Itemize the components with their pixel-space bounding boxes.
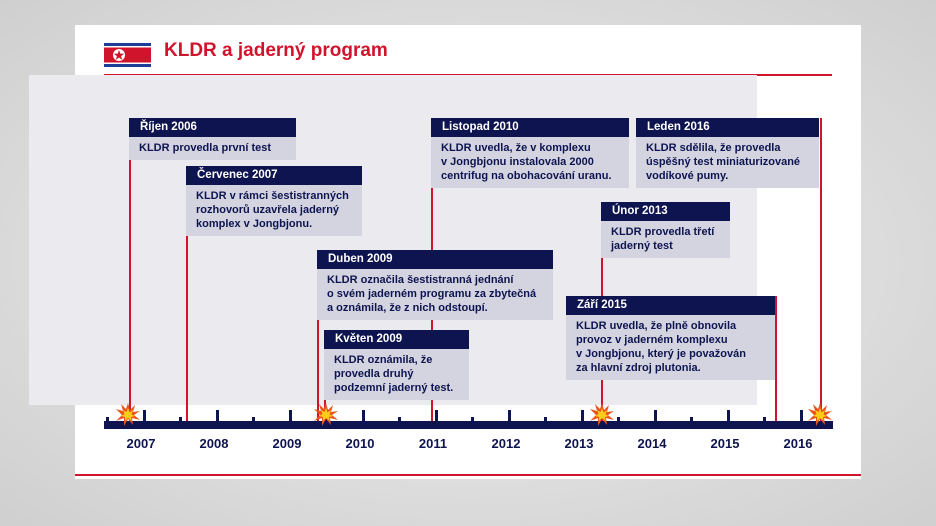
event-sep-2015 bbox=[566, 296, 775, 380]
event-date: Únor 2013 bbox=[601, 202, 730, 221]
event-apr-2009 bbox=[317, 250, 553, 320]
timeline-axis bbox=[104, 421, 833, 429]
event-date: Září 2015 bbox=[566, 296, 775, 315]
year-tick bbox=[727, 410, 730, 422]
year-label: 2015 bbox=[710, 436, 740, 451]
explosion-icon bbox=[314, 403, 338, 427]
explosion-icon bbox=[808, 403, 832, 427]
footer-divider bbox=[75, 474, 861, 476]
event-text: KLDR provedla třetí jaderný test bbox=[601, 221, 730, 258]
year-tick bbox=[508, 410, 511, 422]
page-title: KLDR a jaderný program bbox=[164, 40, 388, 61]
event-text: KLDR oznámila, že provedla druhý podzemní jaderný test. bbox=[324, 349, 469, 400]
year-label: 2007 bbox=[126, 436, 156, 451]
year-tick bbox=[800, 410, 803, 422]
header bbox=[75, 25, 861, 77]
minor-tick bbox=[544, 417, 547, 423]
north-korea-flag-icon bbox=[104, 43, 151, 67]
minor-tick bbox=[252, 417, 255, 423]
event-text: KLDR provedla první test bbox=[129, 137, 296, 160]
event-nov-2010 bbox=[431, 118, 629, 188]
event-jul-2007 bbox=[186, 166, 362, 236]
event-date: Listopad 2010 bbox=[431, 118, 629, 137]
year-tick bbox=[362, 410, 365, 422]
year-label: 2014 bbox=[637, 436, 667, 451]
event-date: Květen 2009 bbox=[324, 330, 469, 349]
minor-tick bbox=[179, 417, 182, 423]
event-text: KLDR v rámci šestistranných rozhovorů uzavřela jaderný komplex v Jongbjonu. bbox=[186, 185, 362, 236]
event-jan-2016 bbox=[636, 118, 819, 188]
year-tick bbox=[216, 410, 219, 422]
event-line-sep-2015 bbox=[775, 296, 777, 423]
event-date: Červenec 2007 bbox=[186, 166, 362, 185]
event-date: Duben 2009 bbox=[317, 250, 553, 269]
event-feb-2013 bbox=[601, 202, 730, 258]
year-label: 2011 bbox=[418, 436, 448, 451]
event-oct-2006 bbox=[129, 118, 296, 160]
event-line-oct-2006 bbox=[129, 118, 131, 423]
event-text: KLDR uvedla, že plně obnovila provoz v jaderném komplexu v Jongbjonu, který je považován za hlavní zdroj plutonia. bbox=[566, 315, 775, 380]
year-label: 2013 bbox=[564, 436, 594, 451]
year-tick bbox=[435, 410, 438, 422]
year-label: 2016 bbox=[783, 436, 813, 451]
year-label: 2012 bbox=[491, 436, 521, 451]
year-label: 2010 bbox=[345, 436, 375, 451]
year-label: 2009 bbox=[272, 436, 302, 451]
event-line-jan-2016 bbox=[820, 118, 822, 423]
minor-tick bbox=[690, 417, 693, 423]
year-tick bbox=[289, 410, 292, 422]
event-text: KLDR označila šestistranná jednání o svém jaderném programu za zbytečná a oznámila, že z nich odstoupí. bbox=[317, 269, 553, 320]
event-text: KLDR sdělila, že provedla úspěšný test miniaturizované vodíkové pumy. bbox=[636, 137, 819, 188]
minor-tick bbox=[763, 417, 766, 423]
event-date: Leden 2016 bbox=[636, 118, 819, 137]
year-tick bbox=[581, 410, 584, 422]
minor-tick bbox=[398, 417, 401, 423]
explosion-icon bbox=[116, 403, 140, 427]
event-may-2009 bbox=[324, 330, 469, 400]
minor-tick bbox=[106, 417, 109, 423]
event-date: Říjen 2006 bbox=[129, 118, 296, 137]
minor-tick bbox=[471, 417, 474, 423]
year-tick bbox=[143, 410, 146, 422]
year-label: 2008 bbox=[199, 436, 229, 451]
event-text: KLDR uvedla, že v komplexu v Jongbjonu instalovala 2000 centrifug na obohacování uranu. bbox=[431, 137, 629, 188]
explosion-icon bbox=[590, 403, 614, 427]
year-tick bbox=[654, 410, 657, 422]
minor-tick bbox=[617, 417, 620, 423]
